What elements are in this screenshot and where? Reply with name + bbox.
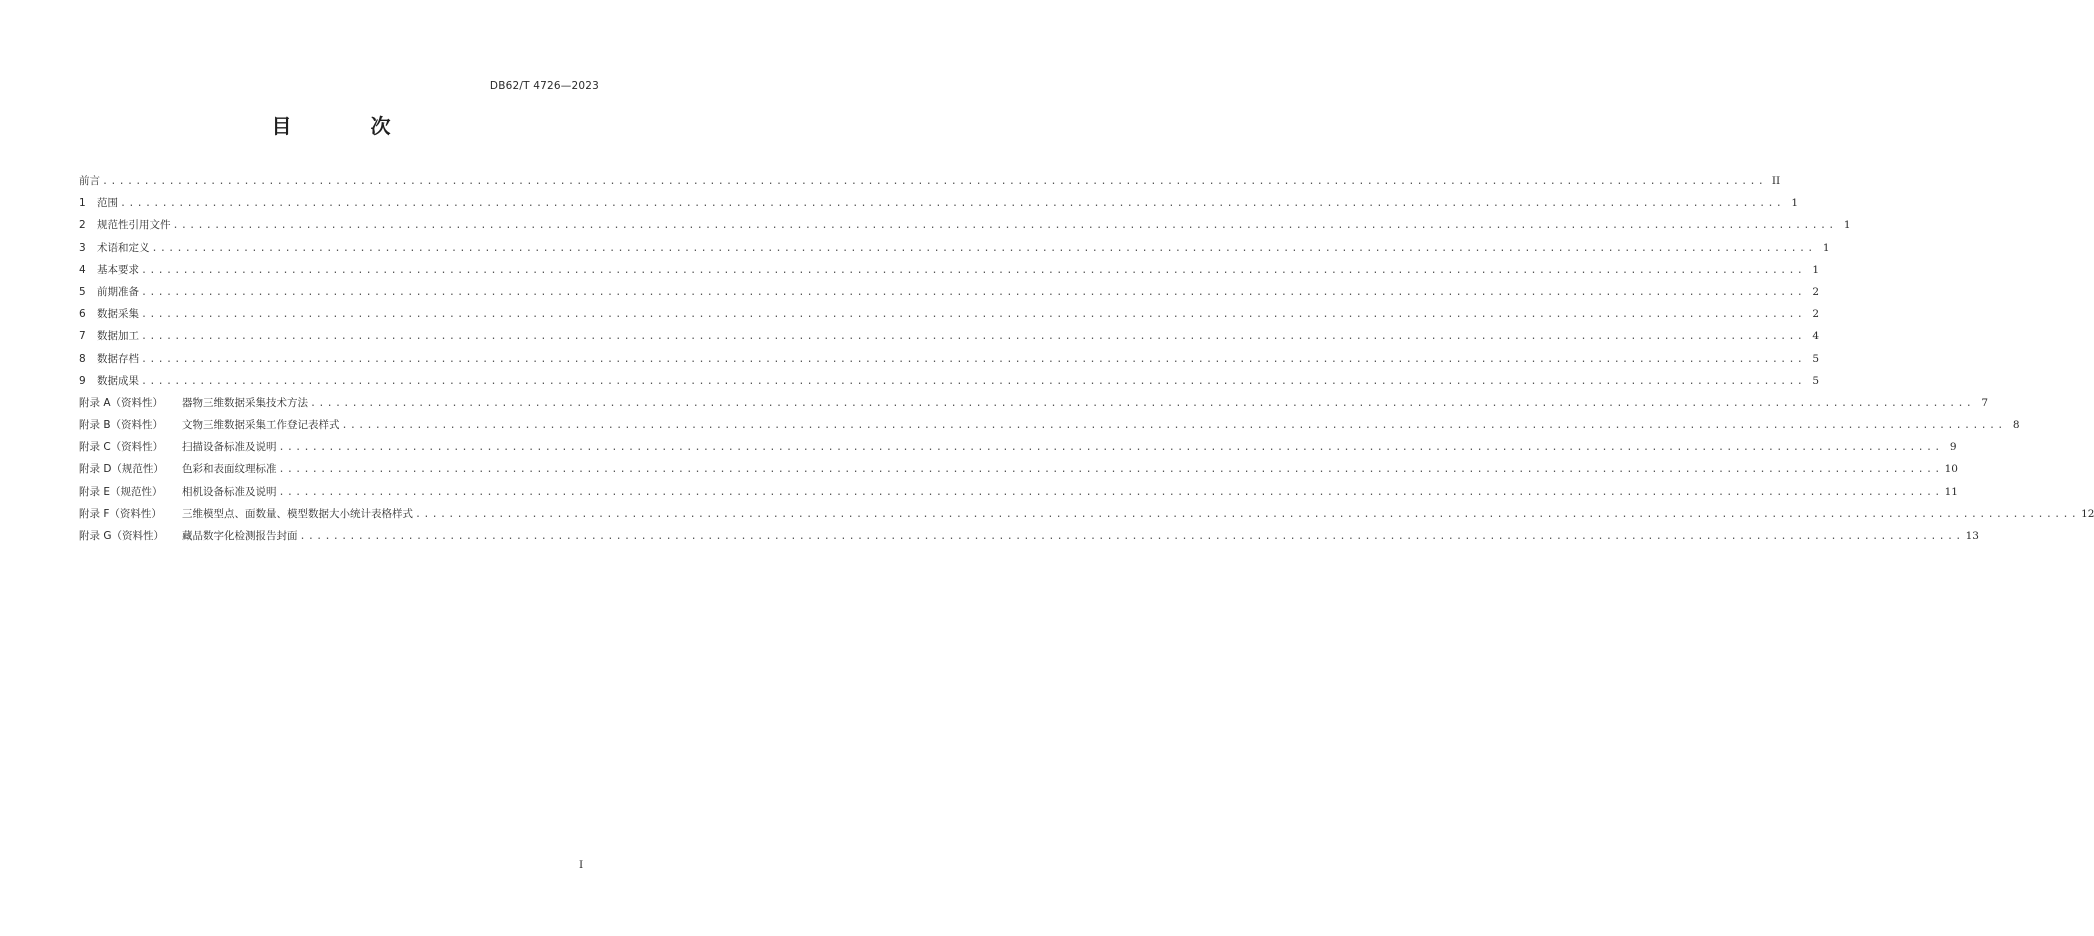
toc-entry-label (79, 370, 139, 392)
toc-leader-dots: ........................................................................................................................................................................................................ (310, 397, 1975, 409)
toc-page-number: 11 (1944, 485, 1958, 498)
toc-leader-dots: ........................................................................................................................................................................................................ (415, 508, 2080, 520)
toc-entry-label (79, 237, 150, 259)
chapter-number: 1 (79, 197, 86, 210)
toc-page-number: 2 (1812, 308, 1820, 321)
toc-leader-dots: ........................................................................................................................................................................................................ (141, 286, 1806, 298)
toc-entry-chapter-2[interactable] (79, 214, 1851, 236)
chapter-title: 规范性引用文件 (97, 219, 171, 232)
chapter-title: 基本要求 (97, 263, 139, 276)
appendix-prefix: 附录 B（资料性） (79, 419, 164, 432)
appendix-title: 色彩和表面纹理标准 (182, 463, 277, 476)
toc-entry-chapter-7[interactable] (79, 325, 1820, 347)
toc-page-number: 7 (1981, 396, 1989, 409)
toc-page-number: 12 (2081, 507, 2094, 520)
appendix-prefix: 附录 E（规范性） (79, 485, 163, 498)
toc-entry-appendix-a[interactable] (79, 392, 1989, 414)
toc-leader-dots: ........................................................................................................................................................................................................ (278, 464, 1943, 476)
toc-entry-appendix-g[interactable] (79, 525, 1979, 547)
chapter-number: 8 (79, 352, 86, 365)
toc-leader-dots: ........................................................................................................................................................................................................ (172, 220, 1837, 232)
toc-entry-appendix-e[interactable] (79, 481, 1958, 503)
toc-leader-dots: ........................................................................................................................................................................................................ (141, 375, 1806, 387)
toc-leader-dots: ........................................................................................................................................................................................................ (141, 264, 1806, 276)
chapter-title: 数据存档 (97, 352, 139, 365)
table-of-contents (79, 170, 2094, 547)
toc-page-number: 1 (1822, 241, 1830, 254)
toc-page-number: 13 (1965, 530, 1979, 542)
toc-entry-chapter-3[interactable] (79, 237, 1830, 259)
toc-page-number: 1 (1843, 219, 1851, 232)
toc-entry-chapter-5[interactable] (79, 281, 1820, 303)
toc-entry-appendix-f[interactable] (79, 503, 2094, 525)
appendix-prefix: 附录 A（资料性） (79, 396, 164, 409)
toc-entry-chapter-8[interactable] (79, 348, 1820, 370)
toc-entry-appendix-c[interactable] (79, 436, 1957, 458)
appendix-prefix: 附录 G（资料性） (79, 530, 164, 542)
toc-page-number: 8 (2012, 419, 2020, 432)
toc-entry-label (79, 458, 277, 480)
toc-entry-label (79, 214, 171, 236)
toc-entry-chapter-9[interactable] (79, 370, 1820, 392)
toc-leader-dots: ........................................................................................................................................................................................................ (141, 353, 1806, 365)
appendix-title: 器物三维数据采集技术方法 (182, 396, 308, 409)
toc-page-number: 1 (1791, 197, 1799, 210)
chapter-title: 前期准备 (97, 285, 139, 298)
toc-leader-dots: ........................................................................................................................................................................................................ (151, 242, 1816, 254)
toc-page-number: 5 (1812, 352, 1820, 365)
toc-leader-dots: ........................................................................................................................................................................................................ (141, 309, 1806, 321)
toc-entry-label (79, 392, 308, 414)
toc-leader-dots: ........................................................................................................................................................................................................ (278, 486, 1943, 498)
chapter-title: 数据成果 (97, 374, 139, 387)
toc-entry-chapter-4[interactable] (79, 259, 1820, 281)
toc-entry-chapter-1[interactable] (79, 192, 1799, 214)
toc-page-number: 4 (1812, 330, 1820, 343)
chapter-number: 5 (79, 285, 86, 298)
chapter-number: 9 (79, 374, 86, 387)
toc-entry-label: 前言 (79, 175, 100, 187)
standard-code: DB62/T 4726—2023 (489, 80, 599, 92)
chapter-title: 术语和定义 (97, 241, 150, 254)
toc-page-number: II (1771, 175, 1781, 187)
toc-leader-dots: ........................................................................................................................................................................................................ (299, 531, 1964, 542)
toc-entry-label (79, 503, 413, 525)
chapter-number: 7 (79, 330, 86, 343)
toc-leader-dots: ........................................................................................................................................................................................................ (341, 420, 2006, 432)
toc-entry-appendix-b[interactable] (79, 414, 2020, 436)
toc-entry-label (79, 414, 340, 436)
toc-entry-label (79, 259, 139, 281)
chapter-number: 3 (79, 241, 86, 254)
chapter-title: 范围 (97, 197, 118, 210)
chapter-number: 4 (79, 263, 86, 276)
toc-page-number: 5 (1812, 374, 1820, 387)
toc-entry-label (79, 436, 277, 458)
toc-leader-dots: ........................................................................................................................................................................................................ (102, 176, 1767, 187)
toc-entry-appendix-d[interactable] (79, 458, 1958, 480)
toc-leader-dots: ........................................................................................................................................................................................................ (120, 198, 1785, 210)
chapter-number: 6 (79, 308, 86, 321)
appendix-prefix: 附录 D（规范性） (79, 463, 164, 476)
page-number: I (579, 859, 584, 871)
toc-entry-label (79, 525, 298, 547)
chapter-title: 数据加工 (97, 330, 139, 343)
toc-page-number: 2 (1812, 285, 1820, 298)
appendix-title: 藏品数字化检测报告封面 (182, 530, 298, 542)
toc-entry-chapter-6[interactable] (79, 303, 1820, 325)
appendix-title: 扫描设备标准及说明 (182, 441, 277, 454)
toc-leader-dots: ........................................................................................................................................................................................................ (141, 331, 1806, 343)
toc-page-number: 1 (1812, 263, 1820, 276)
appendix-title: 三维模型点、面数量、模型数据大小统计表格样式 (182, 507, 413, 520)
toc-entry-label (79, 192, 118, 214)
toc-page-number: 10 (1944, 463, 1958, 476)
appendix-prefix: 附录 C（资料性） (79, 441, 164, 454)
toc-entry-label (79, 325, 139, 347)
toc-entry-label (79, 303, 139, 325)
appendix-title: 文物三维数据采集工作登记表样式 (182, 419, 340, 432)
toc-entry-preface[interactable] (79, 170, 1781, 192)
appendix-title: 相机设备标准及说明 (182, 485, 277, 498)
toc-leader-dots: ........................................................................................................................................................................................................ (278, 442, 1943, 454)
toc-entry-label (79, 348, 139, 370)
chapter-number: 2 (79, 219, 86, 232)
toc-entry-label (79, 281, 139, 303)
toc-page-number: 9 (1949, 441, 1957, 454)
chapter-title: 数据采集 (97, 308, 139, 321)
toc-title: 目 次 (271, 114, 427, 138)
appendix-prefix: 附录 F（资料性） (79, 507, 162, 520)
toc-entry-label (79, 481, 277, 503)
